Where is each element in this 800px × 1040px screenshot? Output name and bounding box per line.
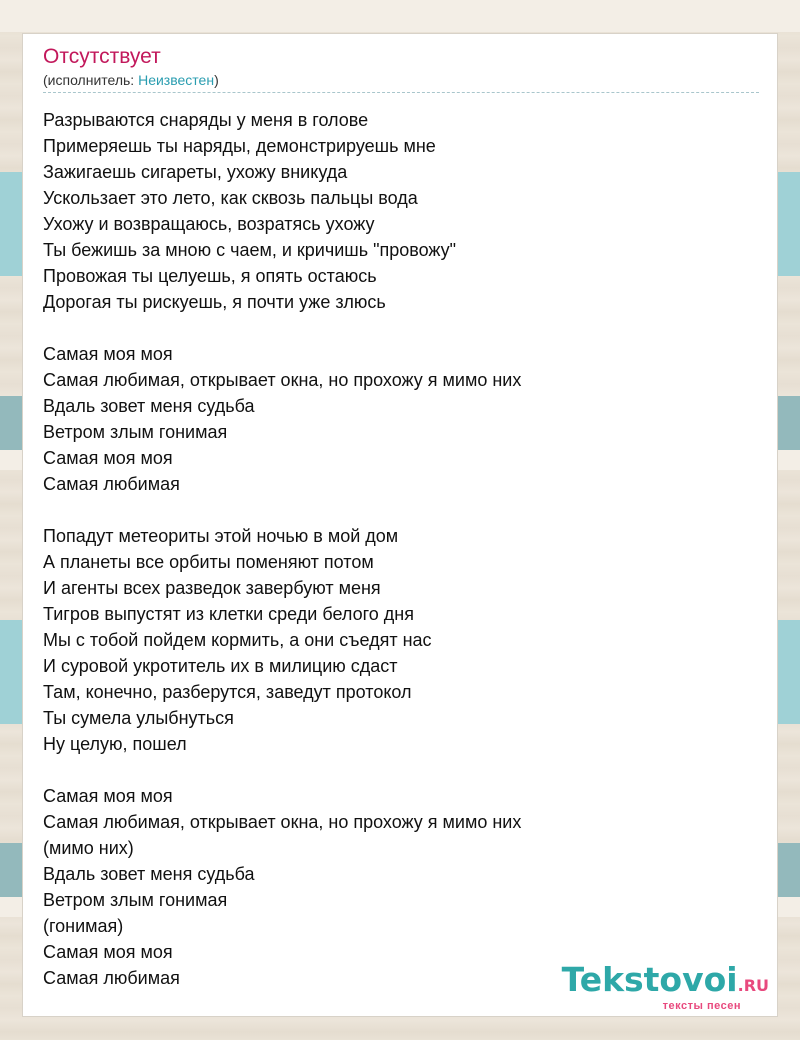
logo-wordmark <box>561 960 769 1003</box>
lyric-line: Ветром злым гонимая <box>43 890 228 910</box>
site-logo[interactable] <box>561 960 769 1012</box>
lyric-line: Попадут метеориты этой ночью в мой дом <box>43 526 399 546</box>
lyric-line: Ухожу и возвращаюсь, возратясь ухожу <box>43 214 375 234</box>
performer-suffix: ) <box>214 72 219 88</box>
performer-line <box>43 71 759 89</box>
lyric-line: Разрываются снаряды у меня в голове <box>43 110 369 130</box>
lyric-line: Самая любимая, открывает окна, но прохожу я мимо них <box>43 370 522 390</box>
lyric-line: Провожая ты целуешь, я опять остаюсь <box>43 266 377 286</box>
lyric-line: Самая моя моя <box>43 448 173 468</box>
logo-tld: .RU <box>737 976 769 995</box>
song-header <box>43 44 759 93</box>
logo-main-text: Tekstovoi <box>561 960 738 999</box>
lyric-line: Зажигаешь сигареты, ухожу вникуда <box>43 162 348 182</box>
lyric-line: Самая моя моя <box>43 344 173 364</box>
lyric-line: Ускользает это лето, как сквозь пальцы вода <box>43 188 418 208</box>
lyric-line: Ты бежишь за мною с чаем, и кричишь "провожу" <box>43 240 457 260</box>
lyric-line: Примеряешь ты наряды, демонстрируешь мне <box>43 136 436 156</box>
performer-prefix: (исполнитель: <box>43 72 139 88</box>
lyric-blank-line <box>43 757 759 783</box>
lyric-line: (гонимая) <box>43 916 124 936</box>
lyric-line: Самая любимая <box>43 474 180 494</box>
lyric-line: Самая любимая, открывает окна, но прохожу я мимо них <box>43 812 522 832</box>
lyrics-card <box>22 33 778 1017</box>
lyric-line: Вдаль зовет меня судьба <box>43 864 255 884</box>
lyric-line: Дорогая ты рискуешь, я почти уже злюсь <box>43 292 386 312</box>
logo-tagline: тексты песен <box>662 1000 741 1012</box>
lyric-line: Там, конечно, разберутся, заведут протокол <box>43 682 412 702</box>
lyric-line: И агенты всех разведок завербуют меня <box>43 578 381 598</box>
lyric-line: Самая моя моя <box>43 942 173 962</box>
lyric-line: Вдаль зовет меня судьба <box>43 396 255 416</box>
lyric-line: Ты сумела улыбнуться <box>43 708 234 728</box>
lyric-blank-line <box>43 497 759 523</box>
lyric-line: Самая моя моя <box>43 786 173 806</box>
lyric-line: Ветром злым гонимая <box>43 422 228 442</box>
artist-link[interactable]: Неизвестен <box>138 72 215 88</box>
lyric-line: А планеты все орбиты поменяют потом <box>43 552 374 572</box>
lyric-line: Мы с тобой пойдем кормить, а они съедят нас <box>43 630 432 650</box>
lyric-line: Ну целую, пошел <box>43 734 187 754</box>
song-title: Отсутствует <box>43 45 161 68</box>
lyric-line: Тигров выпустят из клетки среди белого дня <box>43 604 414 624</box>
lyrics-text <box>43 107 759 991</box>
lyric-line: (мимо них) <box>43 838 134 858</box>
lyric-blank-line <box>43 315 759 341</box>
lyric-line: Самая любимая <box>43 968 180 988</box>
lyric-line: И суровой укротитель их в милицию сдаст <box>43 656 398 676</box>
